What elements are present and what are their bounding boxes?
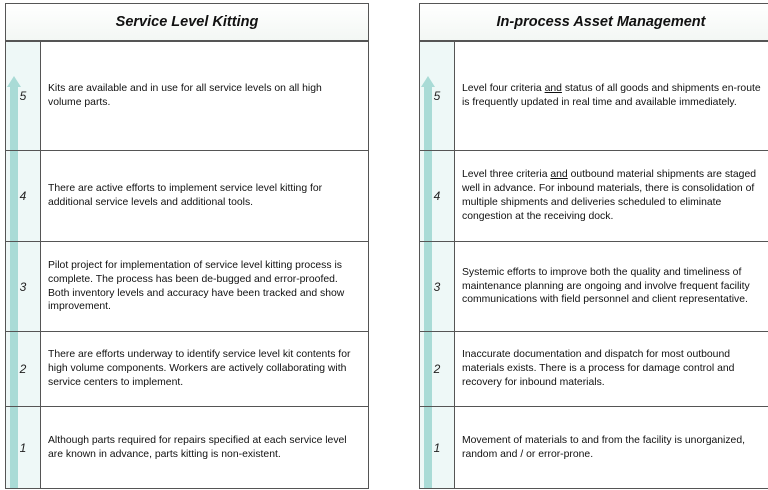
level-row <box>420 406 768 488</box>
level-number: 4 <box>19 189 27 203</box>
service-level-kitting-panel <box>5 3 369 488</box>
panel-title: In-process Asset Management <box>496 14 706 30</box>
panel-header <box>419 3 768 41</box>
panel-header <box>5 3 369 41</box>
level-row <box>420 150 768 241</box>
level-row <box>420 42 768 150</box>
panel-title: Service Level Kitting <box>115 14 259 30</box>
level-number: 1 <box>433 440 441 455</box>
level-description: There are active efforts to implement service level kitting for additional service levels and additional tools. <box>48 183 323 208</box>
text-segment: Level three criteria <box>462 169 551 181</box>
level-number: 5 <box>433 89 441 103</box>
text-segment: Level four criteria <box>462 83 545 95</box>
level-row <box>6 42 368 150</box>
level-number: 2 <box>19 362 27 376</box>
maturity-grid <box>419 41 768 489</box>
level-row <box>420 241 768 331</box>
level-number: 3 <box>433 279 441 294</box>
text-segment: status of all goods and shipments en-route is frequently updated in real time and available immediately. <box>462 83 761 108</box>
in-process-asset-management-panel <box>419 3 768 488</box>
underlined-word: and <box>550 169 568 181</box>
maturity-grid <box>5 41 369 489</box>
level-description: Inaccurate documentation and dispatch for most outbound materials exists. There is a process for damage control and recovery for inbound materials. <box>462 349 735 388</box>
level-number: 1 <box>19 440 27 455</box>
level-description: Kits are available and in use for all service levels on all high volume parts. <box>48 83 322 108</box>
level-description: Although parts required for repairs specified at each service level are known in advance, parts kitting is non-existent. <box>48 434 347 460</box>
level-number: 2 <box>433 362 441 376</box>
level-row <box>6 406 368 488</box>
level-description <box>462 151 768 241</box>
level-description: Pilot project for implementation of service level kitting process is complete. The process has been de-bugged and error-proofed. Both inventory levels and accuracy have been tracked and show improvement. <box>48 259 345 313</box>
level-row <box>6 241 368 331</box>
text-segment: outbound material shipments are staged well in advance. For inbound materials, there is consolidation of multiple shipments and deliveries scheduled to eliminate congestion at the receiving dock. <box>462 169 757 222</box>
level-description: Systemic efforts to improve both the quality and timeliness of maintenance planning are ongoing and involve frequent facility communications with field personnel and client representative. <box>462 266 750 306</box>
level-number: 3 <box>19 279 27 294</box>
level-row <box>6 331 368 406</box>
level-number: 4 <box>433 189 441 203</box>
level-row <box>420 331 768 406</box>
level-description: There are efforts underway to identify service level kit contents for high volume components. Workers are actively collaborating with service centers to implement. <box>48 349 351 388</box>
level-description <box>462 42 768 150</box>
level-row <box>6 150 368 241</box>
level-description: Movement of materials to and from the facility is unorganized, random and / or error-prone. <box>462 434 745 460</box>
level-number: 5 <box>19 89 27 103</box>
underlined-word: and <box>544 83 562 95</box>
